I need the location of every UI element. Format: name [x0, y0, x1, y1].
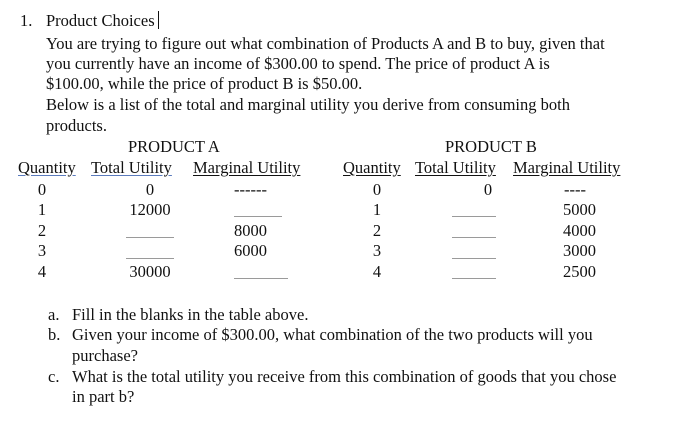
- product-a-total-utility-cell: 30000: [129, 262, 171, 281]
- product-b-marginal-utility-cell: 4000: [563, 221, 596, 240]
- product-a-quantity-cell: 4: [37, 262, 47, 281]
- product-b-quantity-cell: 4: [372, 262, 382, 281]
- product-b-title: PRODUCT B: [445, 137, 537, 156]
- product-a-quantity-cell: 2: [37, 221, 47, 240]
- product-b-total-utility-blank[interactable]: [452, 278, 496, 279]
- product-a-marginal-utility-blank[interactable]: [234, 216, 282, 217]
- product-a-marginal-utility-cell: 6000: [234, 241, 267, 260]
- product-a-title: PRODUCT A: [128, 137, 220, 156]
- question-title-text: Product Choices: [46, 11, 155, 30]
- product-b-total-utility-cell: 0: [483, 180, 493, 199]
- text-cursor: [158, 11, 159, 29]
- product-a-marginal-utility-cell: ------: [234, 180, 267, 199]
- product-a-total-utility-cell: 0: [145, 180, 155, 199]
- question-number: 1.: [20, 11, 33, 30]
- part-b-text-line-1: Given your income of $300.00, what combination of the two products will you: [72, 325, 593, 344]
- product-b-quantity-cell: 0: [372, 180, 382, 199]
- product-b-quantity-header: Quantity: [343, 158, 401, 177]
- product-a-total-utility-blank[interactable]: [126, 258, 174, 259]
- product-b-quantity-cell: 1: [372, 200, 382, 219]
- intro-line-1: You are trying to figure out what combination of Products A and B to buy, given that: [46, 34, 605, 53]
- product-b-total-utility-blank[interactable]: [452, 237, 496, 238]
- product-b-quantity-cell: 3: [372, 241, 382, 260]
- product-b-total-utility-blank[interactable]: [452, 216, 496, 217]
- product-b-quantity-cell: 2: [372, 221, 382, 240]
- product-b-total-utility-header: Total Utility: [415, 158, 496, 177]
- product-a-total-utility-cell: 12000: [129, 200, 171, 219]
- product-a-quantity-header: Quantity: [18, 158, 76, 177]
- product-a-total-utility-header: Total Utility: [91, 158, 172, 177]
- product-a-quantity-cell: 1: [37, 200, 47, 219]
- product-b-total-utility-blank[interactable]: [452, 258, 496, 259]
- part-a-label: a.: [48, 305, 60, 324]
- question-title: [46, 11, 159, 31]
- product-b-marginal-utility-cell: 2500: [563, 262, 596, 281]
- product-a-marginal-utility-cell: 8000: [234, 221, 267, 240]
- product-b-marginal-utility-cell: ----: [564, 180, 586, 199]
- product-a-marginal-utility-blank[interactable]: [234, 278, 288, 279]
- list-intro-line-1: Below is a list of the total and marginal utility you derive from consuming both: [46, 95, 570, 114]
- part-c-text-line-1: What is the total utility you receive from this combination of goods that you chose: [72, 367, 617, 386]
- product-a-marginal-utility-header: Marginal Utility: [193, 158, 301, 177]
- list-intro-line-2: products.: [46, 116, 107, 135]
- part-a-text: Fill in the blanks in the table above.: [72, 305, 309, 324]
- part-b-label: b.: [48, 325, 61, 344]
- product-a-total-utility-blank[interactable]: [126, 237, 174, 238]
- intro-line-2: you currently have an income of $300.00 to spend. The price of product A is: [46, 54, 550, 73]
- part-c-label: c.: [48, 367, 60, 386]
- intro-line-3: $100.00, while the price of product B is $50.00.: [46, 74, 363, 93]
- part-b-text-line-2: purchase?: [72, 346, 138, 365]
- product-b-marginal-utility-header: Marginal Utility: [513, 158, 621, 177]
- product-a-quantity-cell: 3: [37, 241, 47, 260]
- product-a-quantity-cell: 0: [37, 180, 47, 199]
- part-c-text-line-2: in part b?: [72, 387, 135, 406]
- product-b-marginal-utility-cell: 5000: [563, 200, 596, 219]
- product-b-marginal-utility-cell: 3000: [563, 241, 596, 260]
